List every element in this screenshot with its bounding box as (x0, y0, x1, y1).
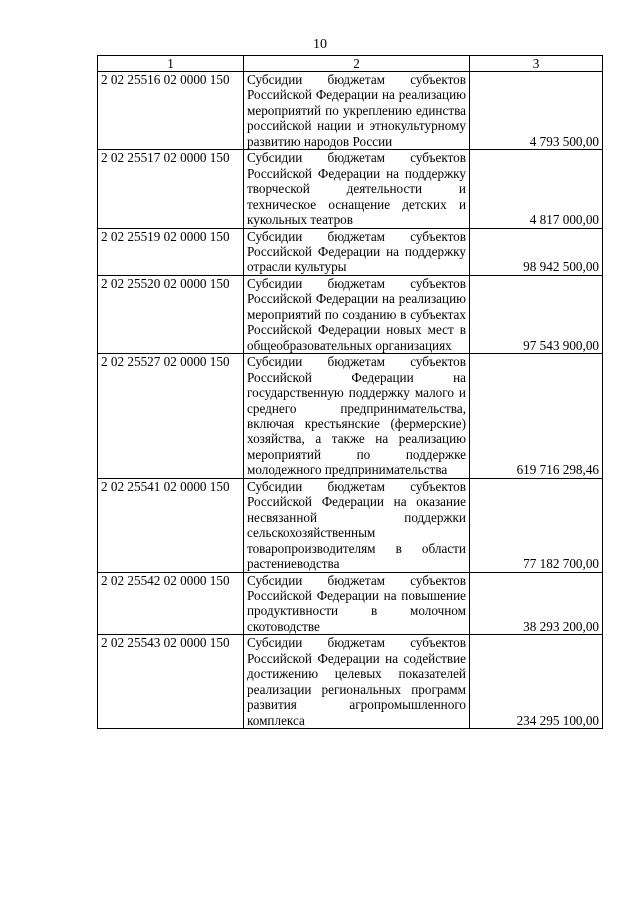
income-code: 2 02 25527 02 0000 150 (98, 354, 244, 479)
column-header-1: 1 (98, 56, 244, 72)
income-amount: 77 182 700,00 (470, 478, 603, 572)
income-description: Субсидии бюджетам субъектов Российской Федерации на повышение продуктивности в молочном скотоводстве (244, 572, 470, 635)
income-amount: 619 716 298,46 (470, 354, 603, 479)
income-amount: 98 942 500,00 (470, 228, 603, 275)
income-amount: 234 295 100,00 (470, 635, 603, 729)
budget-table (97, 55, 603, 729)
income-description: Субсидии бюджетам субъектов Российской Федерации на государственную поддержку малого и среднего предпринимательства, включая крестьянские (фермерские) хозяйства, а также на реализацию мероприятий по поддержке молодежного предпринимательства (244, 354, 470, 479)
table-row (98, 228, 603, 275)
page-number: 10 (313, 37, 327, 52)
income-amount: 97 543 900,00 (470, 275, 603, 353)
income-code: 2 02 25543 02 0000 150 (98, 635, 244, 729)
table-row (98, 150, 603, 228)
table-row (98, 354, 603, 479)
income-description: Субсидии бюджетам субъектов Российской Федерации на реализацию мероприятий по созданию в субъектах Российской Федерации новых мест в общеобразовательных организациях (244, 275, 470, 353)
income-code: 2 02 25517 02 0000 150 (98, 150, 244, 228)
table-row (98, 478, 603, 572)
income-amount: 38 293 200,00 (470, 572, 603, 635)
column-header-2: 2 (244, 56, 470, 72)
income-amount: 4 793 500,00 (470, 72, 603, 150)
table-row (98, 275, 603, 353)
income-code: 2 02 25520 02 0000 150 (98, 275, 244, 353)
income-code: 2 02 25516 02 0000 150 (98, 72, 244, 150)
table-header-row (98, 56, 603, 72)
income-code: 2 02 25519 02 0000 150 (98, 228, 244, 275)
table-row (98, 572, 603, 635)
income-description: Субсидии бюджетам субъектов Российской Федерации на содействие достижению целевых показателей реализации региональных программ развития агропромышленного комплекса (244, 635, 470, 729)
income-description: Субсидии бюджетам субъектов Российской Федерации на поддержку отрасли культуры (244, 228, 470, 275)
income-description: Субсидии бюджетам субъектов Российской Федерации на реализацию мероприятий по укреплению единства российской нации и этнокультурному развитию народов России (244, 72, 470, 150)
income-code: 2 02 25541 02 0000 150 (98, 478, 244, 572)
income-amount: 4 817 000,00 (470, 150, 603, 228)
income-description: Субсидии бюджетам субъектов Российской Федерации на оказание несвязанной поддержки сельскохозяйственным товаропроизводителям в области растениеводства (244, 478, 470, 572)
table-row (98, 635, 603, 729)
column-header-3: 3 (470, 56, 603, 72)
income-code: 2 02 25542 02 0000 150 (98, 572, 244, 635)
income-description: Субсидии бюджетам субъектов Российской Федерации на поддержку творческой деятельности и техническое оснащение детских и кукольных театров (244, 150, 470, 228)
table-row (98, 72, 603, 150)
